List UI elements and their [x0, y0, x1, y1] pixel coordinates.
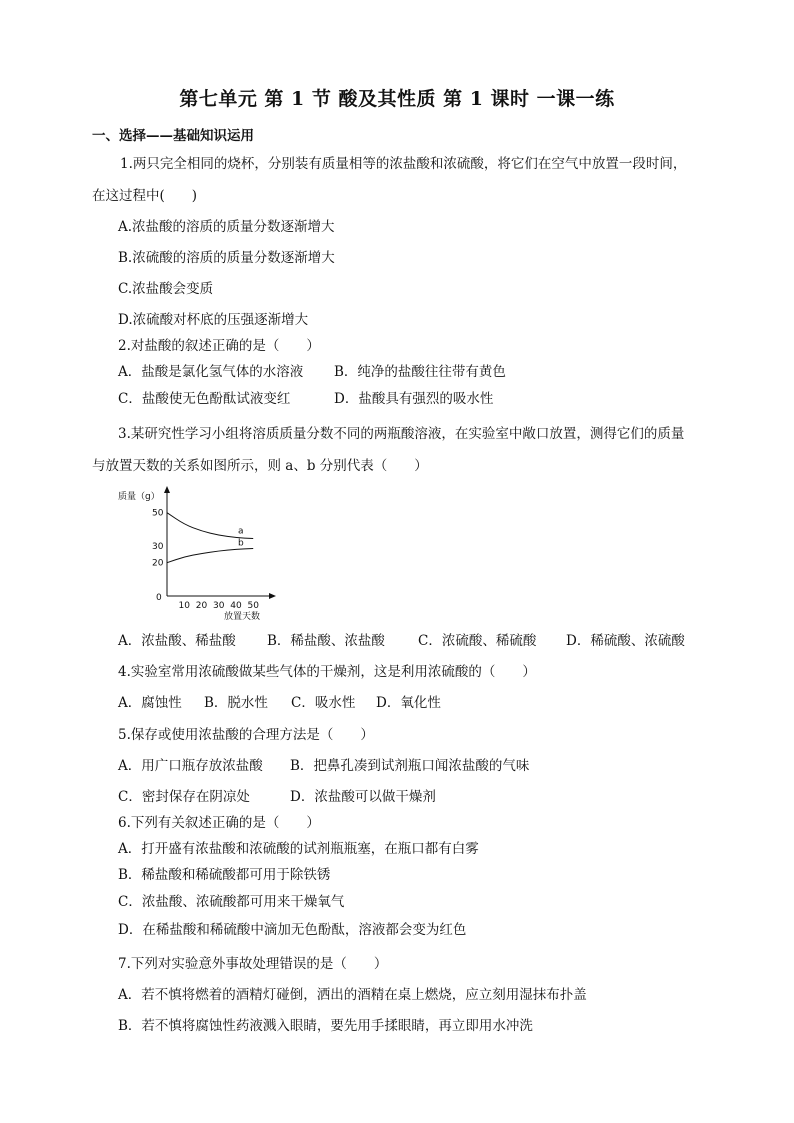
q2-stem: 2.对盐酸的叙述正确的是（ ）: [118, 338, 320, 354]
q7-stem: 7.下列对实验意外事故处理错误的是（ ）: [118, 956, 388, 972]
section-heading: 一、选择——基础知识运用: [92, 128, 254, 144]
q5-option-a: A．用广口瓶存放浓盐酸: [118, 758, 263, 774]
series-layer: [167, 513, 253, 563]
q1-option-d: D.浓硫酸对杯底的压强逐渐增大: [118, 312, 309, 328]
q3-stem-line1: 3.某研究性学习小组将溶质质量分数不同的两瓶酸溶液，在实验室中敞口放置，测得它们的质量: [118, 426, 685, 442]
x-tick-label: 10: [178, 601, 190, 611]
q6-stem: 6.下列有关叙述正确的是（ ）: [118, 815, 320, 831]
page-title: 第七单元 第 1 节 酸及其性质 第 1 课时 一课一练: [179, 88, 615, 110]
q7-option-a: A．若不慎将燃着的酒精灯碰倒，洒出的酒精在桌上燃烧，应立刻用湿抹布扑盖: [118, 987, 587, 1003]
y-tick-label: 20: [152, 558, 164, 569]
q2-option-b: B．纯净的盐酸往往带有黄色: [334, 364, 506, 380]
y-tick-label: 30: [152, 542, 164, 552]
origin-label: 0: [156, 593, 162, 603]
q6-option-c: C．浓盐酸、浓硫酸都可用来干燥氧气: [118, 894, 345, 910]
q2-option-d: D．盐酸具有强烈的吸水性: [334, 391, 494, 407]
y-axis-label: 质量（g）: [118, 492, 160, 502]
q1-option-a: A.浓盐酸的溶质的质量分数逐渐增大: [118, 219, 335, 235]
y-axis-arrow: [164, 486, 170, 493]
x-tick-label: 20: [195, 601, 208, 611]
q4-option-d: D．氧化性: [376, 695, 441, 711]
q6-option-b: B．稀盐酸和稀硫酸都可用于除铁锈: [118, 867, 331, 883]
y-tick-labels: [152, 509, 164, 569]
q1-option-c: C.浓盐酸会变质: [118, 281, 214, 297]
mass-vs-days-chart: [112, 484, 282, 626]
q5-option-d: D．浓盐酸可以做干燥剂: [290, 789, 436, 805]
q4-option-b: B．脱水性: [204, 695, 268, 711]
q4-option-c: C．吸水性: [291, 695, 356, 711]
series-label-a: a: [237, 526, 244, 537]
q6-option-d: D．在稀盐酸和稀硫酸中滴加无色酚酞，溶液都会变为红色: [118, 922, 467, 938]
q3-option-a: A．浓盐酸、稀盐酸: [118, 633, 236, 649]
x-tick-labels: [179, 601, 260, 611]
x-tick-label: 30: [212, 601, 225, 611]
q5-stem: 5.保存或使用浓盐酸的合理方法是（ ）: [118, 727, 374, 743]
q3-option-d: D．稀硫酸、浓硫酸: [566, 633, 685, 649]
x-tick-label: 40: [230, 601, 242, 611]
q4-option-a: A．腐蚀性: [118, 695, 182, 711]
q2-option-a: A．盐酸是氯化氢气体的水溶液: [118, 364, 304, 380]
x-axis-arrow: [269, 593, 276, 599]
q1-stem-line2: 在这过程中( ): [92, 188, 198, 204]
series-label-b: b: [237, 538, 244, 549]
y-tick-label: 50: [152, 508, 164, 519]
q4-stem: 4.实验室常用浓硫酸做某些气体的干燥剂，这是利用浓硫酸的（ ）: [118, 664, 536, 680]
series-line-b: [167, 549, 253, 563]
q3-stem-line2: 与放置天数的关系如图所示，则 a、b 分别代表（ ）: [92, 458, 428, 474]
q1-stem-line1: 1.两只完全相同的烧杯，分别装有质量相等的浓盐酸和浓硫酸，将它们在空气中放置一段时间，: [120, 156, 687, 172]
q3-option-b: B．稀盐酸、浓盐酸: [267, 633, 385, 649]
q2-option-c: C．盐酸使无色酚酞试液变红: [118, 391, 291, 407]
q3-option-c: C．浓硫酸、稀硫酸: [418, 633, 537, 649]
x-tick-label: 50: [247, 601, 259, 611]
q1-option-b: B.浓硫酸的溶质的质量分数逐渐增大: [118, 250, 335, 266]
q7-option-b: B．若不慎将腐蚀性药液溅入眼睛，要先用手揉眼睛，再立即用水冲洗: [118, 1018, 533, 1034]
q5-option-c: C．密封保存在阴凉处: [118, 789, 250, 805]
q6-option-a: A．打开盛有浓盐酸和浓硫酸的试剂瓶瓶塞，在瓶口都有白雾: [118, 841, 479, 857]
q5-option-b: B．把鼻孔凑到试剂瓶口闻浓盐酸的气味: [290, 758, 530, 774]
x-axis-label: 放置天数: [224, 612, 261, 622]
